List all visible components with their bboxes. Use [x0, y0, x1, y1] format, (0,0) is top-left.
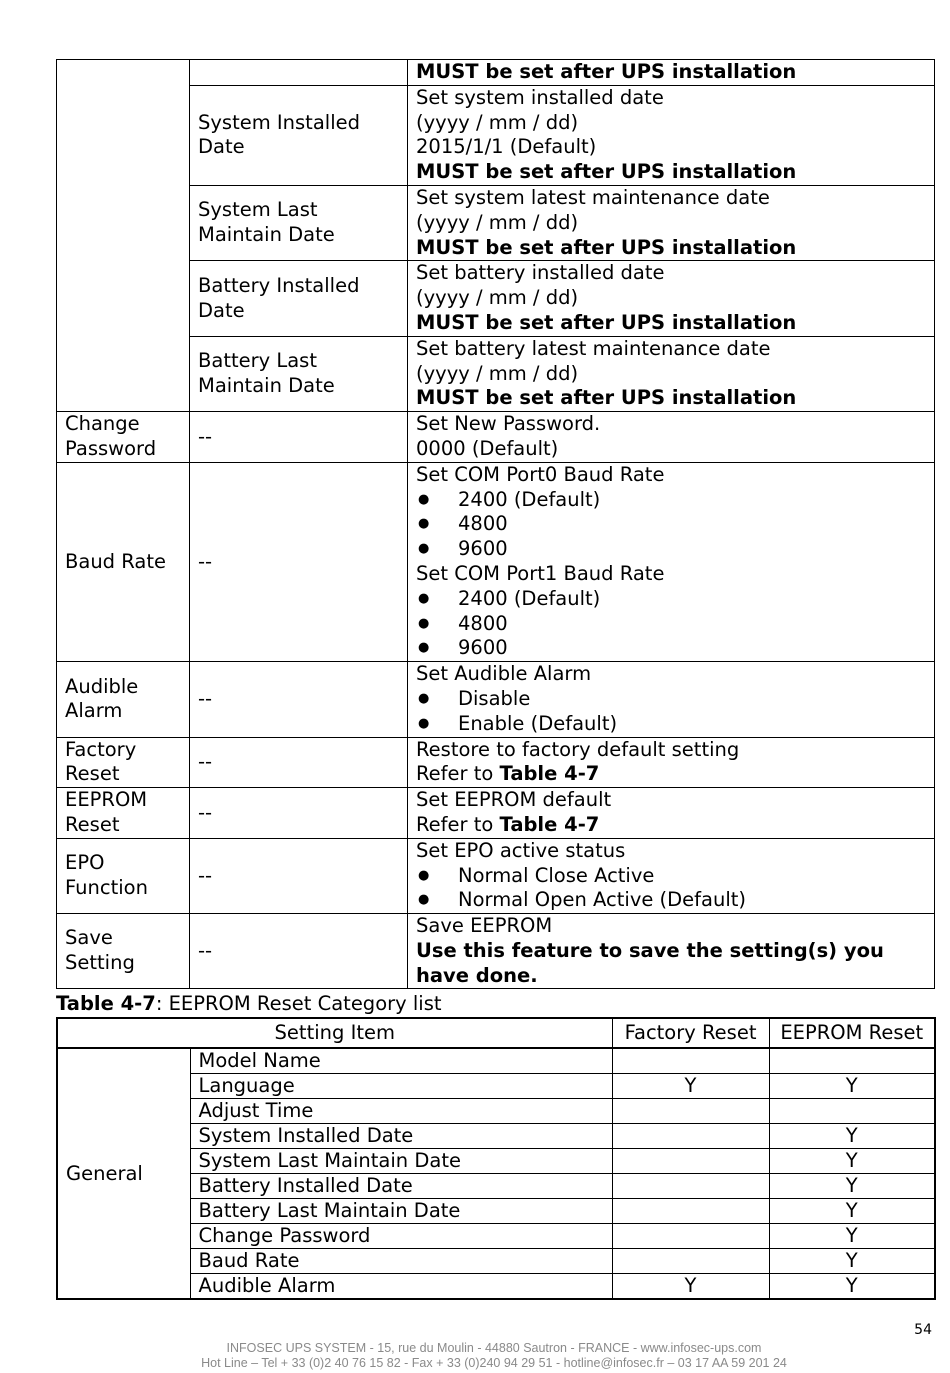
- description-line: [416, 813, 926, 838]
- table-reference: Table 4-7: [499, 762, 600, 786]
- table-row: [57, 914, 935, 989]
- line-text: Set battery installed date: [416, 261, 665, 285]
- setting-name-cell: [57, 60, 190, 412]
- option-list: [416, 587, 926, 661]
- option-item: [416, 687, 926, 712]
- header-eeprom-reset: EEPROM Reset: [769, 1018, 935, 1048]
- footer-contact: Hot Line – Tel + 33 (0)2 40 76 15 82 - Fax + 33 (0)240 94 29 51 - hotline@infosec.fr – 03 17 AA 59 201 24: [201, 1356, 787, 1370]
- description-cell: [408, 462, 935, 661]
- bullet-icon: ●: [418, 715, 430, 731]
- description-line: [416, 186, 926, 211]
- emphasis-text: MUST be set after UPS installation: [416, 310, 797, 334]
- sub-setting-cell: [190, 60, 408, 86]
- factory-reset-cell: [612, 1174, 769, 1199]
- option-list: [416, 687, 926, 737]
- line-text: (yyyy / mm / dd): [416, 110, 579, 134]
- setting-item-cell: Baud Rate: [190, 1249, 612, 1274]
- option-list: [416, 488, 926, 562]
- eeprom-reset-cell: [769, 1099, 935, 1124]
- description-line: [416, 211, 926, 236]
- line-text: Set system latest maintenance date: [416, 185, 770, 209]
- description-cell: [408, 662, 935, 737]
- table-row: [57, 60, 935, 86]
- header-factory-reset: Factory Reset: [612, 1018, 769, 1048]
- option-item: [416, 512, 926, 537]
- sub-setting-cell: --: [190, 662, 408, 737]
- description-cell: [408, 60, 935, 86]
- sub-setting-cell: Battery Installed Date: [190, 261, 408, 336]
- option-text: 2400 (Default): [458, 586, 601, 610]
- description-cell: [408, 261, 935, 336]
- description-line: [416, 939, 926, 989]
- table-row: [57, 788, 935, 839]
- header-setting-item: Setting Item: [57, 1018, 612, 1048]
- option-text: 2400 (Default): [458, 487, 601, 511]
- bullet-icon: ●: [418, 892, 430, 908]
- description-cell: [408, 737, 935, 788]
- eeprom-reset-cell: Y: [769, 1224, 935, 1249]
- option-item: [416, 888, 926, 913]
- table-row: [57, 838, 935, 913]
- emphasis-text: Use this feature to save the setting(s) you have done.: [416, 938, 884, 987]
- line-text: Set system installed date: [416, 85, 664, 109]
- eeprom-reset-cell: Y: [769, 1174, 935, 1199]
- eeprom-reset-cell: Y: [769, 1149, 935, 1174]
- setting-item-cell: Battery Last Maintain Date: [190, 1199, 612, 1224]
- setting-name-cell: Factory Reset: [57, 737, 190, 788]
- caption-label: Table 4-7: [56, 992, 156, 1015]
- factory-reset-cell: [612, 1048, 769, 1074]
- bullet-icon: ●: [418, 615, 430, 631]
- emphasis-text: MUST be set after UPS installation: [416, 60, 797, 83]
- line-text: Set EEPROM default: [416, 788, 612, 812]
- option-text: 9600: [458, 537, 508, 561]
- settings-table: [56, 59, 935, 989]
- description-line: [416, 261, 926, 286]
- bullet-icon: ●: [418, 516, 430, 532]
- setting-name-cell: Change Password: [57, 412, 190, 463]
- line-text: Set battery latest maintenance date: [416, 336, 771, 360]
- bullet-icon: ●: [418, 640, 430, 656]
- emphasis-text: MUST be set after UPS installation: [416, 386, 797, 410]
- setting-name-cell: Audible Alarm: [57, 662, 190, 737]
- table-header-row: [57, 1018, 935, 1048]
- description-line: [416, 463, 926, 488]
- description-line: [416, 362, 926, 387]
- description-line: [416, 839, 926, 864]
- table-row: [57, 737, 935, 788]
- description-cell: [408, 838, 935, 913]
- eeprom-reset-cell: Y: [769, 1199, 935, 1224]
- description-cell: [408, 336, 935, 411]
- table-row: [57, 412, 935, 463]
- eeprom-reset-cell: Y: [769, 1074, 935, 1099]
- table-row: [57, 662, 935, 737]
- line-text: (yyyy / mm / dd): [416, 361, 579, 385]
- description-line: [416, 788, 926, 813]
- factory-reset-cell: [612, 1249, 769, 1274]
- description-line: [416, 386, 926, 411]
- footer-address: INFOSEC UPS SYSTEM - 15, rue du Moulin - 44880 Sautron - FRANCE - www.infosec-ups.com: [226, 1341, 762, 1355]
- line-text: (yyyy / mm / dd): [416, 210, 579, 234]
- description-line: [416, 60, 926, 85]
- line-text: Set COM Port1 Baud Rate: [416, 561, 665, 585]
- table-row: [57, 462, 935, 661]
- sub-setting-cell: System Last Maintain Date: [190, 185, 408, 260]
- description-line: [416, 135, 926, 160]
- eeprom-reset-table: [56, 1017, 936, 1300]
- option-text: Disable: [458, 686, 531, 710]
- sub-setting-cell: --: [190, 412, 408, 463]
- setting-name-cell: EPO Function: [57, 838, 190, 913]
- setting-item-cell: Audible Alarm: [190, 1274, 612, 1300]
- setting-item-cell: Model Name: [190, 1048, 612, 1074]
- option-item: [416, 612, 926, 637]
- description-line: [416, 914, 926, 939]
- bullet-icon: ●: [418, 590, 430, 606]
- description-line: [416, 311, 926, 336]
- option-item: [416, 636, 926, 661]
- sub-setting-cell: Battery Last Maintain Date: [190, 336, 408, 411]
- setting-name-cell: EEPROM Reset: [57, 788, 190, 839]
- sub-setting-cell: --: [190, 914, 408, 989]
- option-item: [416, 587, 926, 612]
- description-cell: [408, 412, 935, 463]
- setting-item-cell: System Last Maintain Date: [190, 1149, 612, 1174]
- table-reference: Table 4-7: [499, 812, 600, 836]
- setting-item-cell: Language: [190, 1074, 612, 1099]
- option-item: [416, 712, 926, 737]
- factory-reset-cell: [612, 1099, 769, 1124]
- line-text: Refer to: [416, 762, 500, 786]
- line-text: Set EPO active status: [416, 838, 626, 862]
- option-list: [416, 864, 926, 914]
- line-text: 0000 (Default): [416, 436, 559, 460]
- line-text: Set COM Port0 Baud Rate: [416, 462, 665, 486]
- description-line: [416, 762, 926, 787]
- emphasis-text: MUST be set after UPS installation: [416, 160, 797, 184]
- bullet-icon: ●: [418, 491, 430, 507]
- description-line: [416, 86, 926, 111]
- table-caption: [56, 992, 442, 1016]
- description-cell: [408, 914, 935, 989]
- line-text: Restore to factory default setting: [416, 737, 740, 761]
- eeprom-reset-cell: Y: [769, 1274, 935, 1300]
- option-item: [416, 537, 926, 562]
- eeprom-reset-cell: Y: [769, 1249, 935, 1274]
- description-cell: [408, 85, 935, 185]
- option-text: Normal Open Active (Default): [458, 888, 747, 912]
- factory-reset-cell: [612, 1199, 769, 1224]
- setting-item-cell: Battery Installed Date: [190, 1174, 612, 1199]
- setting-name-cell: Save Setting: [57, 914, 190, 989]
- setting-item-cell: System Installed Date: [190, 1124, 612, 1149]
- line-text: Save EEPROM: [416, 914, 553, 938]
- emphasis-text: MUST be set after UPS installation: [416, 235, 797, 259]
- description-cell: [408, 185, 935, 260]
- factory-reset-cell: Y: [612, 1074, 769, 1099]
- description-line: [416, 286, 926, 311]
- description-line: [416, 562, 926, 587]
- description-line: [416, 437, 926, 462]
- description-line: [416, 236, 926, 261]
- group-cell: General: [57, 1048, 190, 1299]
- bullet-icon: ●: [418, 690, 430, 706]
- line-text: Set Audible Alarm: [416, 662, 592, 686]
- option-text: Normal Close Active: [458, 863, 655, 887]
- bullet-icon: ●: [418, 541, 430, 557]
- line-text: Set New Password.: [416, 412, 601, 436]
- sub-setting-cell: --: [190, 788, 408, 839]
- sub-setting-cell: --: [190, 462, 408, 661]
- description-line: [416, 111, 926, 136]
- option-text: Enable (Default): [458, 711, 618, 735]
- sub-setting-cell: --: [190, 737, 408, 788]
- eeprom-reset-cell: Y: [769, 1124, 935, 1149]
- page-number: 54: [914, 1322, 932, 1338]
- line-text: (yyyy / mm / dd): [416, 286, 579, 310]
- description-line: [416, 337, 926, 362]
- caption-text: : EEPROM Reset Category list: [155, 992, 442, 1015]
- factory-reset-cell: [612, 1124, 769, 1149]
- table-row: [57, 1048, 935, 1074]
- description-line: [416, 412, 926, 437]
- sub-setting-cell: System Installed Date: [190, 85, 408, 185]
- description-cell: [408, 788, 935, 839]
- option-text: 4800: [458, 611, 508, 635]
- setting-item-cell: Change Password: [190, 1224, 612, 1249]
- description-line: [416, 738, 926, 763]
- description-line: [416, 662, 926, 687]
- eeprom-reset-cell: [769, 1048, 935, 1074]
- description-line: [416, 160, 926, 185]
- factory-reset-cell: [612, 1224, 769, 1249]
- sub-setting-cell: --: [190, 838, 408, 913]
- option-item: [416, 864, 926, 889]
- line-text: 2015/1/1 (Default): [416, 135, 597, 159]
- option-text: 9600: [458, 636, 508, 660]
- factory-reset-cell: [612, 1149, 769, 1174]
- factory-reset-cell: Y: [612, 1274, 769, 1300]
- option-text: 4800: [458, 512, 508, 536]
- setting-name-cell: Baud Rate: [57, 462, 190, 661]
- bullet-icon: ●: [418, 867, 430, 883]
- setting-item-cell: Adjust Time: [190, 1099, 612, 1124]
- line-text: Refer to: [416, 812, 500, 836]
- option-item: [416, 488, 926, 513]
